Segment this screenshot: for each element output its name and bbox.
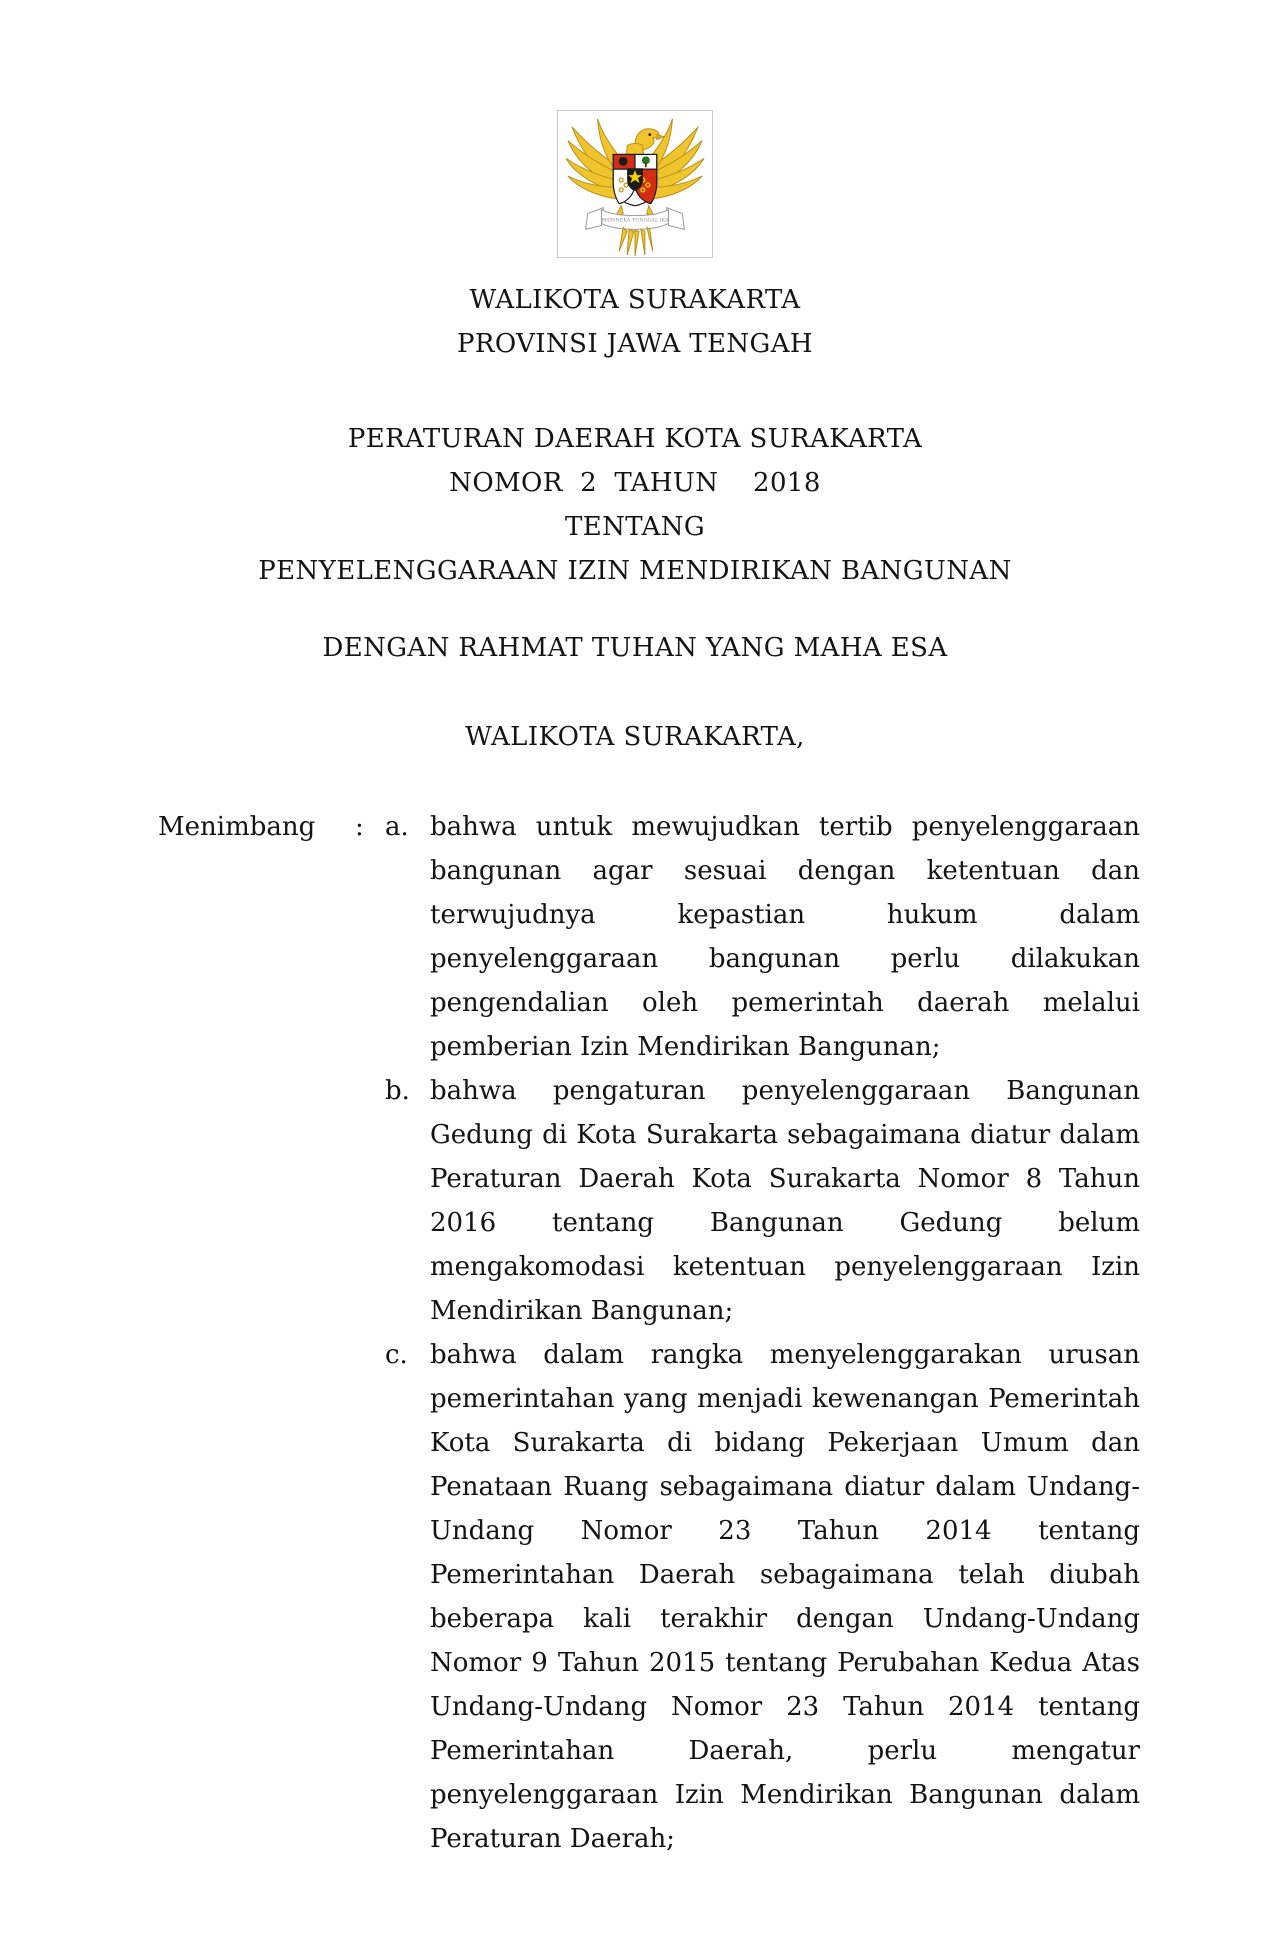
considering-label: Menimbang — [158, 812, 316, 842]
item-text: bahwa pengaturan penyelenggaraan Bangunan Gedung di Kota Surakarta sebagaimana diatur dalam Peraturan Daerah Kota Surakarta Nomor 8 Tahun 2016 tentang Bangunan Gedung belum mengakomodasi ketentuan penyelenggaraan Izin Mendirikan Bangunan; — [430, 1076, 1140, 1326]
considering-items — [385, 805, 1140, 1861]
garuda-pancasila-emblem-icon — [557, 110, 713, 258]
emblem-motto-text: BHINNEKA TUNGGAL IKA — [601, 217, 669, 224]
considering-item-a — [385, 805, 1140, 1069]
regulation-subject: PENYELENGGARAAN IZIN MENDIRIKAN BANGUNAN — [258, 556, 1012, 586]
invocation-text: DENGAN RAHMAT TUHAN YANG MAHA ESA — [322, 633, 948, 663]
issuer-text: WALIKOTA SURAKARTA, — [465, 722, 805, 752]
item-marker: b. — [385, 1076, 410, 1106]
regulation-title-line1: PERATURAN DAERAH KOTA SURAKARTA — [347, 424, 923, 454]
garuda-pancasila-icon — [558, 111, 712, 257]
considering-item-c — [385, 1333, 1140, 1861]
item-marker: a. — [385, 812, 409, 842]
invocation-line — [0, 626, 1270, 670]
considering-item-b — [385, 1069, 1140, 1333]
item-text: bahwa untuk mewujudkan tertib penyelenggaraan bangunan agar sesuai dengan ketentuan dan terwujudnya kepastian hukum dalam penyelenggaraan bangunan perlu dilakukan pengendalian oleh pemerintah daerah melalui pemberian Izin Mendirikan Bangunan; — [430, 812, 1140, 1062]
letterhead — [0, 278, 1270, 366]
regulation-title — [0, 417, 1270, 593]
issuer-line — [0, 715, 1270, 759]
letterhead-city: WALIKOTA SURAKARTA — [469, 285, 801, 315]
letterhead-province: PROVINSI JAWA TENGAH — [457, 329, 813, 359]
item-text: bahwa dalam rangka menyelenggarakan urusan pemerintahan yang menjadi kewenangan Pemerintah Kota Surakarta di bidang Pekerjaan Umum dan Penataan Ruang sebagaimana diatur dalam Undang-Undang Nomor 23 Tahun 2014 tentang Pemerintahan Daerah sebagaimana telah diubah beberapa kali terakhir dengan Undang-Undang Nomor 9 Tahun 2015 tentang Perubahan Kedua Atas Undang-Undang Nomor 23 Tahun 2014 tentang Pemerintahan Daerah, perlu mengatur penyelenggaraan Izin Mendirikan Bangunan dalam Peraturan Daerah; — [430, 1340, 1140, 1854]
regulation-number: NOMOR 2 TAHUN 2018 — [449, 468, 821, 498]
regulation-about-label: TENTANG — [564, 512, 706, 542]
item-marker: c. — [385, 1340, 408, 1370]
considering-separator: : — [355, 812, 364, 842]
considering-section — [158, 805, 1140, 1861]
